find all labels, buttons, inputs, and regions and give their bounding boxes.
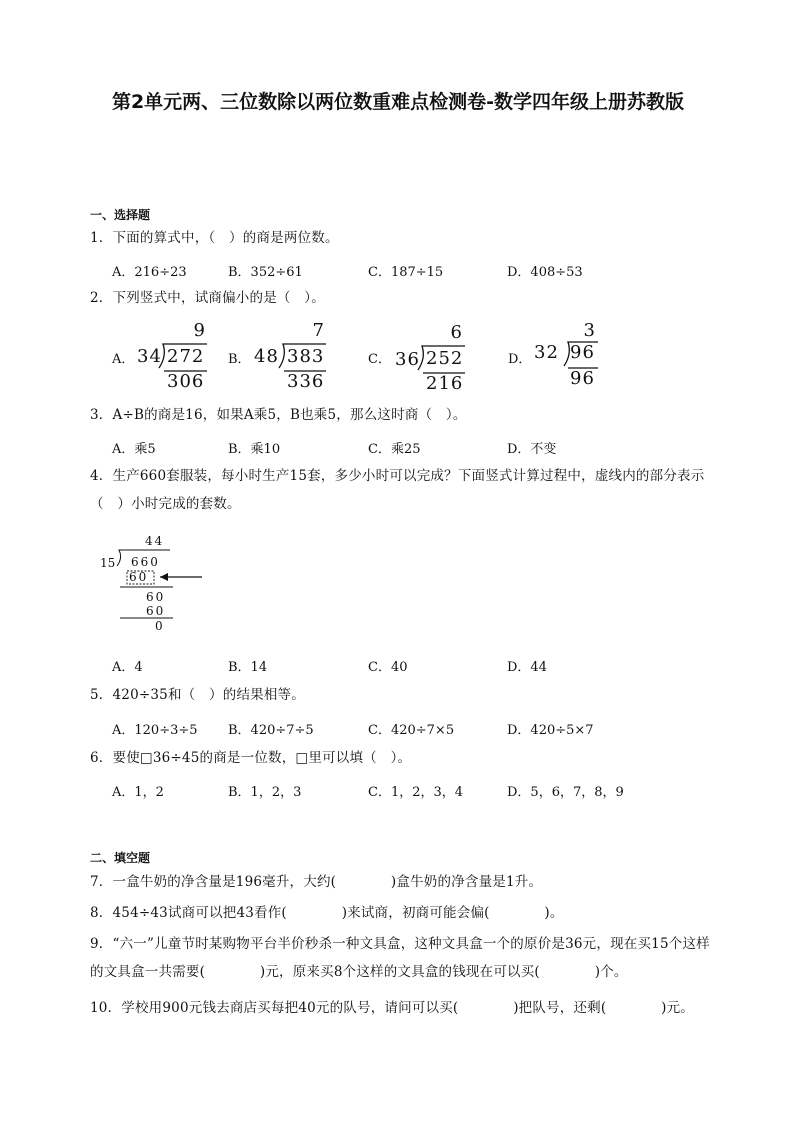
division-bracket — [228, 320, 338, 392]
option-b[interactable]: B．420÷7÷5 — [228, 723, 314, 738]
division-lines — [98, 534, 218, 634]
option-b[interactable]: B．352÷61 — [228, 265, 303, 280]
quotient: 6 — [450, 322, 463, 343]
divisor: 15 — [100, 556, 116, 570]
quotient: 44 — [145, 534, 165, 548]
question-1-options — [112, 261, 712, 281]
quotient: 3 — [583, 320, 596, 341]
question-7: 7．一盒牛奶的净含量是196毫升，大约( )盒牛奶的净含量是1升。 — [90, 874, 543, 890]
option-label: C． — [368, 352, 391, 367]
question-5-options — [112, 719, 712, 739]
section-heading-fill-blank: 二、填空题 — [90, 851, 151, 865]
remainder-step: 60 — [146, 590, 166, 604]
question-4-options — [112, 656, 712, 676]
question-8: 8．454÷43试商可以把43看作( )来试商，初商可能会偏( )。 — [90, 905, 564, 921]
question-6-options — [112, 781, 712, 801]
option-b[interactable]: B．14 — [228, 660, 268, 675]
question-5: 5．420÷35和（ ）的结果相等。 — [90, 687, 305, 703]
dividend: 272 — [167, 346, 205, 367]
dividend: 252 — [426, 348, 464, 369]
option-a[interactable]: A．120÷3÷5 — [112, 723, 198, 738]
product-step: 60 — [146, 604, 166, 618]
question-4: 4．生产660套服装，每小时生产15套，多少小时可以完成？下面竖式计算过程中，虚线内的部分表示（ ）小时完成的套数。 — [90, 468, 705, 512]
division-bracket — [112, 320, 222, 392]
option-c[interactable]: C．乘25 — [368, 442, 421, 457]
option-b[interactable]: B．乘10 — [228, 442, 281, 457]
option-c-long-division[interactable] — [368, 320, 478, 392]
option-a[interactable]: A．216÷23 — [112, 265, 187, 280]
division-bracket — [368, 320, 478, 392]
option-d[interactable]: D．420÷5×7 — [507, 723, 594, 738]
option-a-long-division[interactable] — [112, 320, 222, 392]
option-b-long-division[interactable] — [228, 320, 338, 392]
option-label: D． — [508, 352, 532, 367]
product: 96 — [570, 368, 595, 389]
product: 216 — [426, 373, 464, 394]
divisor: 48 — [254, 346, 279, 367]
option-d[interactable]: D．不变 — [507, 442, 557, 457]
question-9: 9．“六一”儿童节时某购物平台半价秒杀一种文具盒，这种文具盒一个的原价是36元，现在买15个这样的文具盒一共需要( )元，原来买8个这样的文具盒的钱现在可以买( )个。 — [90, 936, 710, 980]
final-remainder: 0 — [155, 619, 163, 633]
question-4-long-division — [98, 534, 218, 634]
dividend: 383 — [287, 346, 325, 367]
highlighted-step: 60 — [129, 570, 149, 584]
dividend: 660 — [131, 555, 160, 569]
option-a[interactable]: A．乘5 — [112, 442, 156, 457]
option-a[interactable]: A．4 — [112, 660, 143, 675]
option-d-long-division[interactable] — [508, 320, 608, 392]
section-heading-choice: 一、选择题 — [90, 208, 151, 222]
question-2: 2．下列竖式中，试商偏小的是（ ）。 — [90, 290, 325, 306]
option-c[interactable]: C．420÷7×5 — [368, 723, 455, 738]
quotient: 7 — [312, 320, 325, 341]
option-a[interactable]: A．1，2 — [112, 785, 164, 800]
question-6: 6．要使□36÷45的商是一位数，□里可以填（ ）。 — [90, 750, 412, 766]
product: 336 — [287, 371, 325, 392]
option-c[interactable]: C．1，2，3，4 — [368, 785, 464, 800]
dividend: 96 — [570, 342, 595, 363]
product: 306 — [167, 371, 205, 392]
divisor: 32 — [534, 342, 559, 363]
option-label: A． — [112, 352, 135, 367]
question-3-options — [112, 438, 712, 458]
option-d[interactable]: D．408÷53 — [507, 265, 583, 280]
question-3: 3．A÷B的商是16，如果A乘5，B也乘5，那么这时商（ ）。 — [90, 407, 467, 423]
option-d[interactable]: D．44 — [507, 660, 547, 675]
quotient: 9 — [193, 320, 206, 341]
page-title: 第2单元两、三位数除以两位数重难点检测卷-数学四年级上册苏教版 — [111, 91, 685, 113]
divisor: 34 — [137, 346, 162, 367]
option-d[interactable]: D．5，6，7，8，9 — [507, 785, 624, 800]
option-c[interactable]: C．187÷15 — [368, 265, 444, 280]
option-b[interactable]: B．1，2，3 — [228, 785, 302, 800]
divisor: 36 — [395, 349, 420, 370]
option-label: B． — [228, 352, 251, 367]
division-bracket — [508, 320, 608, 392]
question-1: 1．下面的算式中，（ ）的商是两位数。 — [90, 230, 339, 246]
question-10: 10．学校用900元钱去商店买每把40元的队号，请问可以买( )把队号，还剩( )元。 — [90, 1000, 694, 1016]
option-c[interactable]: C．40 — [368, 660, 408, 675]
